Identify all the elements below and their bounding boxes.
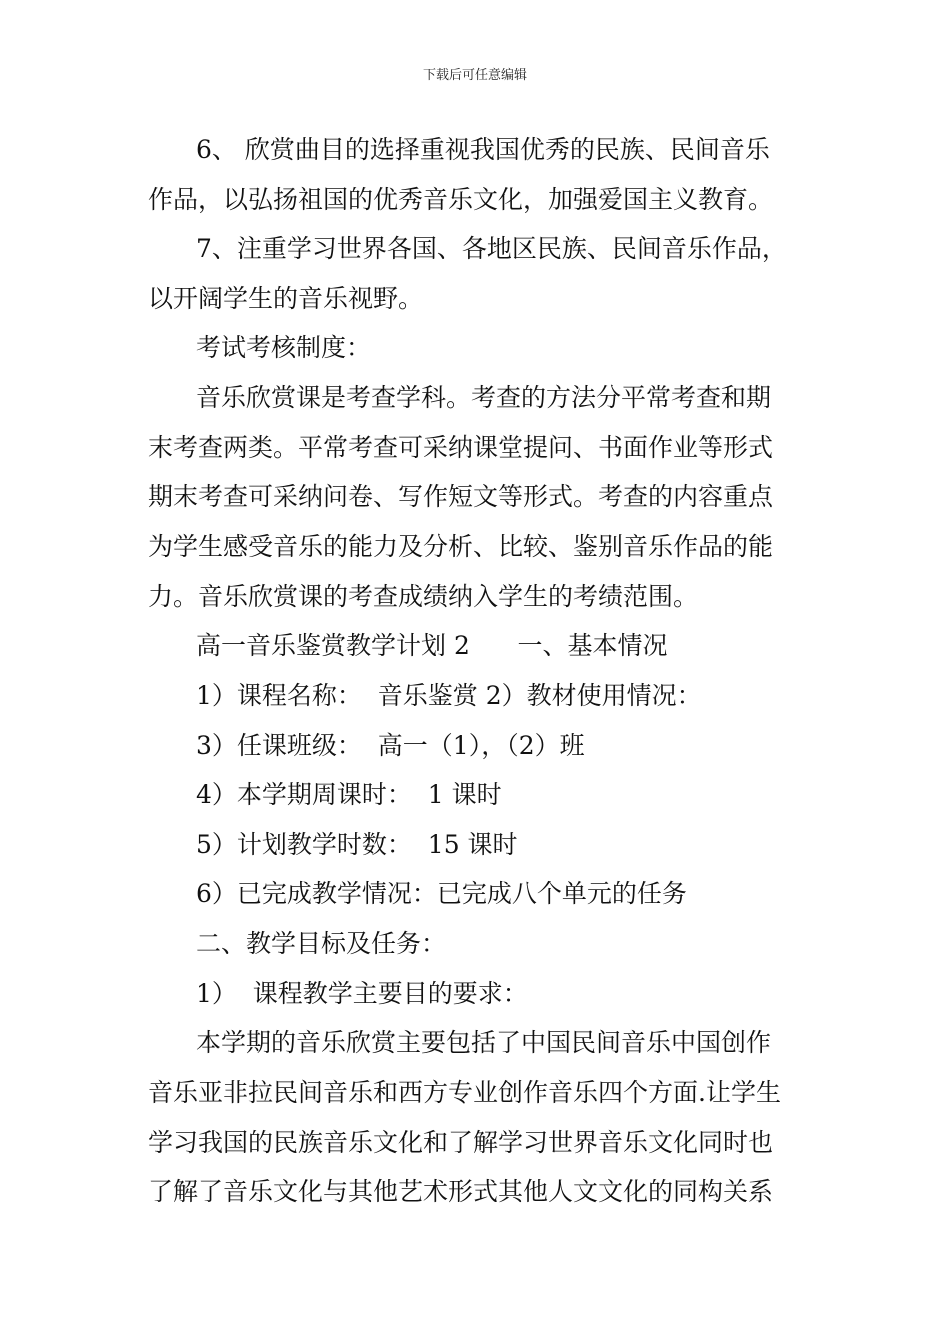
text-line: 力。音乐欣赏课的考查成绩纳入学生的考绩范围。 bbox=[148, 582, 699, 611]
list-item: 6）已完成教学情况：已完成八个单元的任务 bbox=[196, 879, 687, 908]
text-line: 以开阔学生的音乐视野。 bbox=[148, 284, 424, 313]
text-line: 6、 欣赏曲目的选择重视我国优秀的民族、民间音乐 bbox=[196, 135, 770, 164]
list-item: 4）本学期周课时： 1 课时 bbox=[196, 780, 502, 809]
text-line: 末考查两类。平常考查可采纳课堂提问、书面作业等形式 bbox=[148, 433, 774, 462]
text-line: 音乐欣赏课是考查学科。考查的方法分平常考查和期 bbox=[196, 383, 772, 412]
list-item: 5）计划教学时数： 15 课时 bbox=[196, 830, 518, 859]
list-item: 3）任课班级： 高一（1），（2）班 bbox=[196, 731, 585, 760]
text-line: 了解了音乐文化与其他艺术形式其他人文文化的同构关系 bbox=[148, 1177, 774, 1206]
section-heading: 考试考核制度： bbox=[196, 333, 372, 362]
list-item: 1）课程名称： 音乐鉴赏 2）教材使用情况： bbox=[196, 681, 702, 710]
text-line: 学习我国的民族音乐文化和了解学习世界音乐文化同时也 bbox=[148, 1128, 774, 1157]
text-line: 作品，以弘扬祖国的优秀音乐文化，加强爱国主义教育。 bbox=[148, 185, 774, 214]
text-line: 期末考查可采纳问卷、写作短文等形式。考查的内容重点 bbox=[148, 482, 774, 511]
list-item: 1） 课程教学主要目的要求： bbox=[196, 979, 528, 1008]
text-line: 音乐亚非拉民间音乐和西方专业创作音乐四个方面.让学生 bbox=[148, 1078, 781, 1107]
text-line: 为学生感受音乐的能力及分析、比较、鉴别音乐作品的能 bbox=[148, 532, 774, 561]
text-line: 本学期的音乐欣赏主要包括了中国民间音乐中国创作 bbox=[196, 1028, 772, 1057]
section-heading: 高一音乐鉴赏教学计划 2 一、基本情况 bbox=[196, 631, 668, 660]
text-line: 7、注重学习世界各国、各地区民族、民间音乐作品， bbox=[196, 234, 787, 263]
section-heading: 二、教学目标及任务： bbox=[196, 929, 447, 958]
page-header: 下载后可任意编辑 bbox=[422, 68, 527, 83]
